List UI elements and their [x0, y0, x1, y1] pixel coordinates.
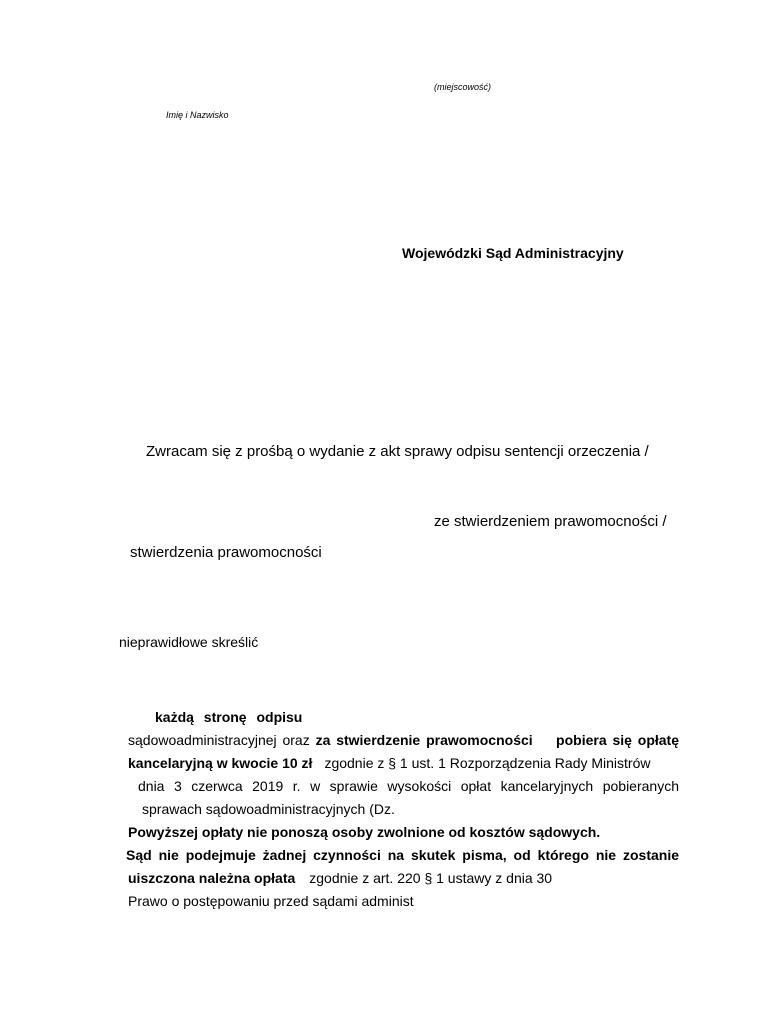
request-line-3: stwierdzenia prawomocności [130, 544, 322, 561]
info-line-7: Sąd nie podejmuje żadnej czynności na skutek pisma, od którego nie zostanie [126, 847, 679, 863]
info-line-2-bold-a: za stwierdzenie prawomocności [315, 732, 533, 748]
info-line-5: sprawach sądowoadministracyjnych (Dz. [142, 801, 395, 817]
info-line-3-bold: kancelaryjną w kwocie 10 zł [128, 755, 313, 771]
info-line-1 [155, 709, 302, 726]
info-line-8-text: zgodnie z art. 220 § 1 ustawy z dnia 30 [309, 870, 553, 886]
strike-note: nieprawidłowe skreślić [119, 634, 259, 650]
info-line-3 [128, 755, 651, 772]
info-line-6-bold: Powyższej opłaty nie ponoszą osoby zwolnione od kosztów sądowych. [128, 824, 601, 840]
request-line-2: ze stwierdzeniem prawomocności / [434, 513, 667, 530]
info-line-2-text: sądowoadministracyjnej oraz [128, 732, 316, 748]
place-placeholder: (miejscowość) [434, 82, 492, 92]
info-line-6 [128, 824, 600, 841]
request-line-1: Zwracam się z prośbą o wydanie z akt sprawy odpisu sentencji orzeczenia / [146, 443, 649, 460]
info-line-2-bold-b: pobiera się opłatę [556, 732, 679, 748]
name-placeholder: Imię i Nazwisko [166, 110, 229, 120]
info-line-4: dnia 3 czerwca 2019 r. w sprawie wysokości opłat kancelaryjnych pobieranych [138, 778, 679, 794]
info-line-2 [128, 732, 679, 749]
info-line-8-bold: uiszczona należna opłata [128, 870, 296, 886]
info-line-1-bold: każdą stronę odpisu [155, 709, 303, 725]
court-title: Wojewódzki Sąd Administracyjny [402, 245, 624, 261]
info-line-3-text: zgodnie z § 1 ust. 1 Rozporządzenia Rady Ministrów [324, 755, 651, 771]
info-line-8 [128, 870, 552, 887]
info-line-9: Prawo o postępowaniu przed sądami administ [128, 893, 414, 909]
